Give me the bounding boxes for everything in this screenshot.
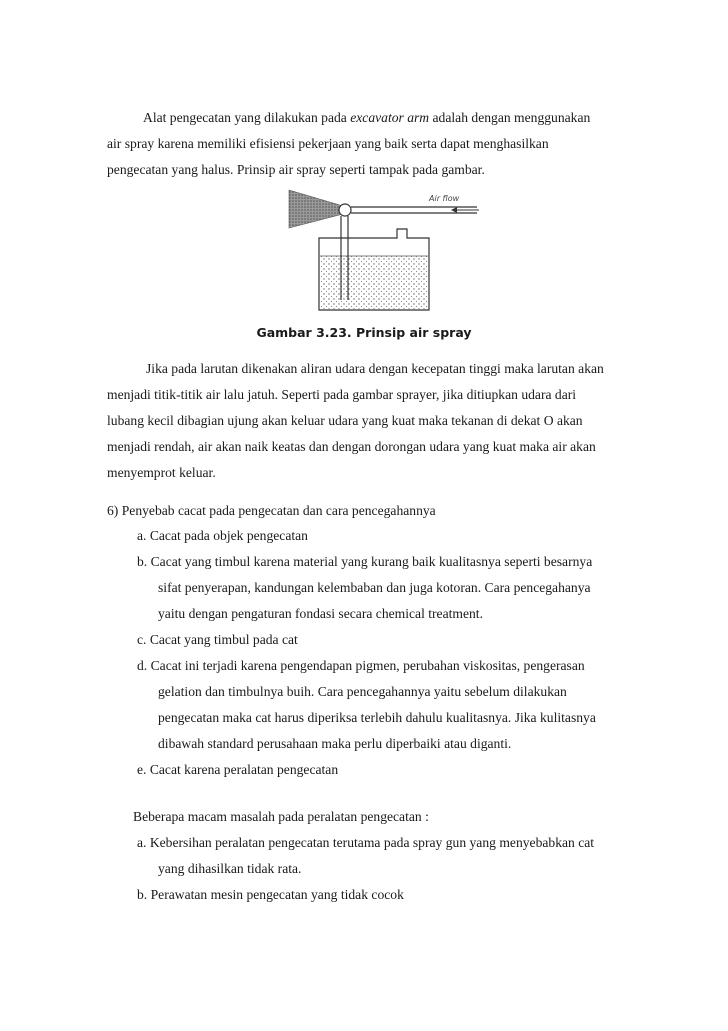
nozzle xyxy=(339,204,351,216)
list-item: b. Cacat yang timbul karena material yang kurang baik kualitasnya seperti besarnya xyxy=(137,554,593,569)
list-item: a. Cacat pada objek pengecatan xyxy=(137,528,308,543)
liquid xyxy=(320,256,428,309)
air-flow-label: Air flow xyxy=(429,194,460,203)
figure-caption: Gambar 3.23. Prinsip air spray xyxy=(256,325,472,340)
intro-emphasis: excavator arm xyxy=(350,110,430,125)
intro-text: adalah dengan menggunakan xyxy=(429,110,591,125)
paragraph2-line: menyemprot keluar. xyxy=(107,465,216,480)
air-spray-diagram xyxy=(283,188,483,314)
intro-line-1 xyxy=(143,110,590,126)
list-item: e. Cacat karena peralatan pengecatan xyxy=(137,762,339,777)
list-item-cont: dibawah standard perusahaan maka perlu diperbaiki atau diganti. xyxy=(158,736,512,751)
paragraph2-line: lubang kecil dibagian ujung akan keluar udara yang kuat maka tekanan di dekat O akan xyxy=(107,413,583,428)
list-item: c. Cacat yang timbul pada cat xyxy=(137,632,298,647)
intro-line-2: air spray karena memiliki efisiensi pekerjaan yang baik serta dapat menghasilkan xyxy=(107,136,549,151)
problems-heading: Beberapa macam masalah pada peralatan pengecatan : xyxy=(133,809,429,824)
list-item-cont: yaitu dengan pengaturan fondasi secara chemical treatment. xyxy=(158,606,483,621)
list-item: a. Kebersihan peralatan pengecatan terutama pada spray gun yang menyebabkan cat xyxy=(137,835,595,850)
list-item: b. Perawatan mesin pengecatan yang tidak cocok xyxy=(137,887,404,902)
paragraph2-line: menjadi titik-titik air lalu jatuh. Seperti pada gambar sprayer, jika ditiupkan udara dari xyxy=(107,387,577,402)
intro-text: Alat pengecatan yang dilakukan pada xyxy=(143,110,351,125)
paragraph2-line: Jika pada larutan dikenakan aliran udara dengan kecepatan tinggi maka larutan akan xyxy=(146,361,604,376)
list-item-cont: sifat penyerapan, kandungan kelembaban dan juga kotoran. Cara pencegahanya xyxy=(158,580,591,595)
list-item-cont: pengecatan maka cat harus diperiksa terlebih dahulu kualitasnya. Jika kulitasnya xyxy=(158,710,596,725)
list-item-cont: yang dihasilkan tidak rata. xyxy=(158,861,302,876)
list-item: d. Cacat ini terjadi karena pengendapan pigmen, perubahan viskositas, pengerasan xyxy=(137,658,585,673)
spray-cone xyxy=(289,190,343,228)
intro-line-3: pengecatan yang halus. Prinsip air spray seperti tampak pada gambar. xyxy=(107,162,485,177)
section6-heading: 6) Penyebab cacat pada pengecatan dan cara pencegahannya xyxy=(107,503,436,518)
list-item-cont: gelation dan timbulnya buih. Cara pencegahannya yaitu sebelum dilakukan xyxy=(158,684,567,699)
paragraph2-line: menjadi rendah, air akan naik keatas dan dengan dorongan udara yang kuat maka air akan xyxy=(107,439,596,454)
